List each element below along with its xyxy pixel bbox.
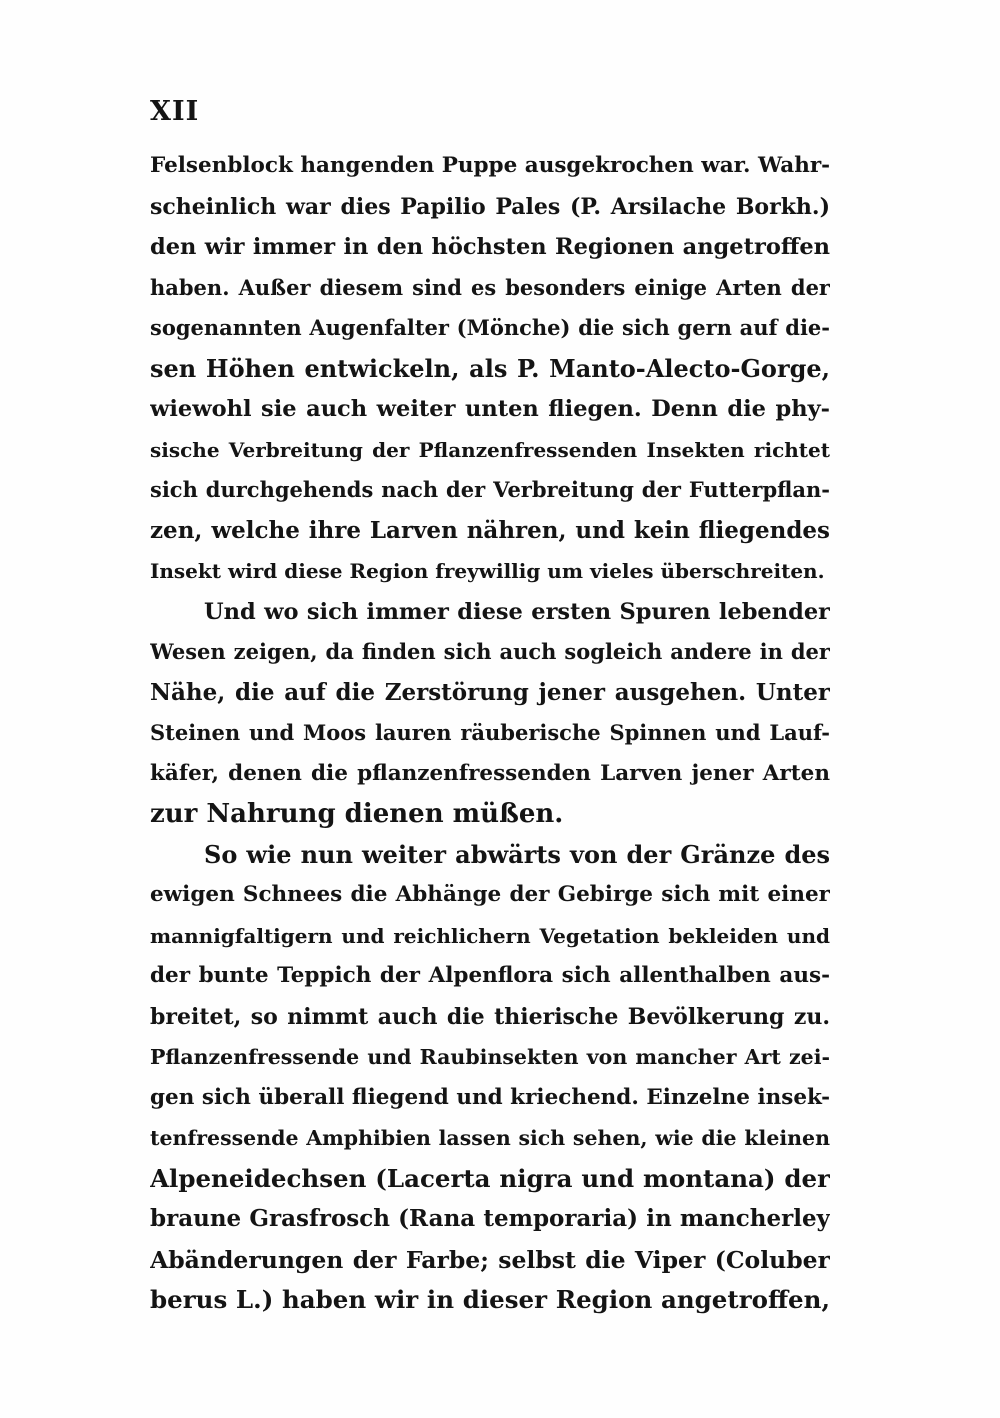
text-line: berus L.) haben wir in dieser Region angetroffen, (150, 1285, 830, 1314)
text-line: mannigfaltigern und reichlichern Vegetation bekleiden und (150, 923, 830, 948)
text-line: braune Grasfrosch (Rana temporaria) in mancherley (150, 1205, 830, 1232)
text-line: sogenannten Augenfalter (Mönche) die sich gern auf die- (150, 315, 830, 340)
text-line: Und wo sich immer diese ersten Spuren lebender (204, 598, 830, 625)
text-line: sische Verbreitung der Pflanzenfressenden Insekten richtet (150, 437, 830, 462)
text-line: zur Nahrung dienen müßen. (150, 799, 564, 829)
body-text (150, 146, 830, 1321)
text-line: Abänderungen der Farbe; selbst die Viper (Coluber (150, 1245, 830, 1274)
text-line: Pflanzenfressende und Raubinsekten von mancher Art zei- (150, 1045, 830, 1069)
text-line: Wesen zeigen, da finden sich auch sogleich andere in der (150, 639, 830, 664)
text-line: der bunte Teppich der Alpenflora sich allenthalben aus- (150, 963, 830, 988)
text-line: sen Höhen entwickeln, als P. Manto-Alecto-Gorge, (150, 353, 830, 383)
text-line: haben. Außer diesem sind es besonders einige Arten der (150, 274, 830, 300)
text-line: ewigen Schnees die Abhänge der Gebirge sich mit einer (150, 882, 830, 907)
text-line: Insekt wird diese Region freywillig um vieles überschreiten. (150, 559, 825, 583)
text-line: gen sich überall fliegend und kriechend. Einzelne insek- (150, 1084, 830, 1110)
text-line: scheinlich war dies Papilio Pales (P. Arsilache Borkh.) (150, 193, 830, 220)
text-line: So wie nun weiter abwärts von der Gränze des (204, 839, 830, 869)
text-line: käfer, denen die pflanzenfressenden Larven jener Arten (150, 760, 830, 786)
text-line: Nähe, die auf die Zerstörung jener ausgehen. Unter (150, 678, 830, 706)
text-line: Steinen und Moos lauren räuberische Spinnen und Lauf- (150, 720, 830, 745)
page-number: XII (150, 96, 200, 127)
text-line: den wir immer in den höchsten Regionen angetroffen (150, 234, 830, 260)
text-line: breitet, so nimmt auch die thierische Bevölkerung zu. (150, 1003, 830, 1030)
text-line: Felsenblock hangenden Puppe ausgekrochen war. Wahr- (150, 153, 830, 178)
text-line: tenfressende Amphibien lassen sich sehen, wie die kleinen (150, 1126, 830, 1150)
text-line: zen, welche ihre Larven nähren, und kein fliegendes (150, 516, 830, 544)
text-line: sich durchgehends nach der Verbreitung der Futterpflan- (150, 477, 830, 502)
text-line: Alpeneidechsen (Lacerta nigra und montana) der (150, 1163, 830, 1193)
text-line: wiewohl sie auch weiter unten fliegen. Denn die phy- (150, 396, 830, 422)
